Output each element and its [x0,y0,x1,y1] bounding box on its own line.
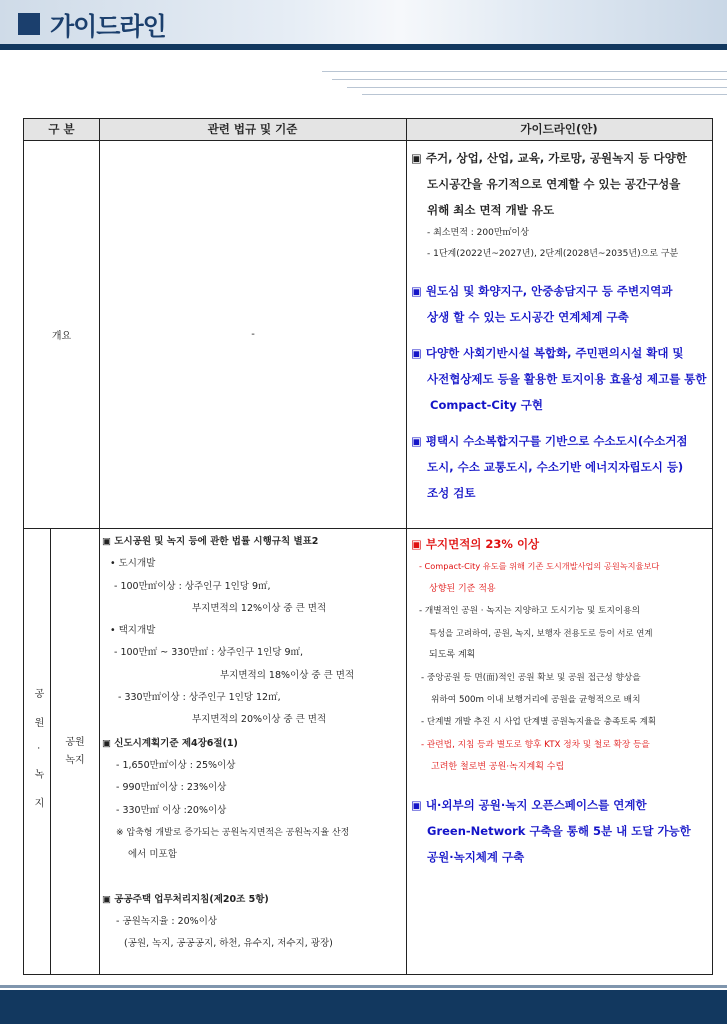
law-line: 에서 미포함 [128,849,177,861]
guideline-subtext: - 1단계(2022년~2027년), 2단계(2028년~2035년)으로 구분 [427,249,679,259]
guideline-line: 되도록 계획 [429,650,476,661]
law-line: - 100만㎡ ~ 330만㎡ : 상주인구 1인당 9㎡, [114,647,304,659]
guideline-text: ▣ 다양한 사회기반시설 복합화, 주민편의시설 확대 및 [411,346,684,360]
guideline-text: 조성 검토 [427,486,476,500]
law-overview: - [251,329,255,340]
subcategory-park-green [51,529,99,974]
law-line: 부지면적의 18%이상 중 큰 면적 [220,669,355,681]
law-line: ▣ 도시공원 및 녹지 등에 관한 법률 시행규칙 별표2 [102,536,319,547]
guideline-text: 공원·녹지체계 구축 [427,850,525,864]
guideline-text: 상생 할 수 있는 도시공간 연계체계 구축 [427,310,629,324]
guideline-subtext: - 최소면적 : 200만㎡이상 [427,228,529,238]
decorative-line [347,87,727,88]
category-char: 공 원 · 녹 지 [32,687,43,816]
decorative-line [332,79,727,80]
guideline-line: - 개별적인 공원 · 녹지는 지양하고 도시기능 및 토지이용의 [419,605,641,616]
guideline-text: ▣ 원도심 및 화양지구, 안중송담지구 등 주변지역과 [411,284,673,298]
header-law: 관련 법규 및 기준 [207,122,298,136]
page-header [0,0,727,50]
guideline-text: 도시, 수소 교통도시, 수소기반 에너지자립도시 등) [427,460,684,474]
header-stripe [0,44,727,50]
header-category: 구 분 [48,122,75,136]
guideline-text: 도시공간을 유기적으로 연계할 수 있는 공간구성을 [427,177,681,191]
footer-band [0,990,727,1024]
law-line: 부지면적의 12%이상 중 큰 면적 [192,602,327,614]
category-park-green [24,529,50,974]
law-park-green [102,531,406,956]
guideline-line: 특성을 고려하여, 공원, 녹지, 보행자 전용도로 등이 서로 연계 [429,628,653,639]
subcategory-text: 공원 [65,736,85,748]
grid-line [406,119,407,974]
guideline-table [23,118,713,975]
guideline-text: 위해 최소 면적 개발 유도 [427,203,555,217]
guideline-line: - 중앙공원 등 면(面)적인 공원 확보 및 공원 접근성 향상을 [421,672,641,683]
law-line: - 330만㎡이상 : 상주인구 1인당 12㎡, [118,692,281,704]
guideline-text: Green-Network 구축을 통해 5분 내 도달 가능한 [427,824,691,838]
guideline-text: ▣ 주거, 상업, 산업, 교육, 가로망, 공원녹지 등 다양한 [411,151,687,165]
law-line: - 1,650만㎡이상 : 25%이상 [116,759,236,771]
guideline-line: - 관련법, 지침 등과 별도로 향후 KTX 정차 및 철로 확장 등을 [421,739,650,750]
law-line: 부지면적의 20%이상 중 큰 면적 [192,714,327,726]
law-line: - 990만㎡이상 : 23%이상 [116,782,227,794]
guideline-item [411,145,711,265]
subcategory-text: 녹지 [65,754,85,766]
guideline-text: Compact-City 구현 [430,398,543,412]
grid-line [24,528,712,529]
guideline-item [411,428,711,506]
guideline-text: ▣ 평택시 수소복합지구를 기반으로 수소도시(수소거점 [411,434,688,448]
law-line: - 100만㎡이상 : 상주인구 1인당 9㎡, [114,580,271,592]
category-overview: 개요 [51,331,72,342]
guideline-line: 상향된 기준 적용 [429,583,496,594]
guideline-line: ▣ 부지면적의 23% 이상 [411,537,540,551]
law-line: (공원, 녹지, 공공공지, 하천, 유수지, 저수지, 광장) [124,938,333,950]
table-header-row [24,119,712,141]
law-line: • 택지개발 [110,625,156,637]
page-title: 가이드라인 [50,12,166,41]
header-guideline: 가이드라인(안) [520,122,598,136]
guideline-line: - 단계별 개발 추진 시 사업 단계별 공원녹지율을 충족토록 계획 [421,717,657,728]
decorative-line [362,94,727,95]
footer-line [0,985,727,988]
law-line: ▣ 공공주택 업무처리지침(제20조 5항) [102,893,269,905]
guideline-line: - Compact-City 유도를 위해 기존 도시개발사업의 공원녹지율보다 [419,561,660,572]
law-line: ▣ 신도시계획기준 제4장6절(1) [102,737,238,749]
decorative-line [322,71,727,72]
guideline-item [411,278,711,330]
law-line [102,866,406,888]
law-line: - 330만㎡ 이상 :20%이상 [116,804,227,816]
guideline-line: 고려한 철로변 공원·녹지계획 수립 [431,761,565,772]
guideline-text: ▣ 내·외부의 공원·녹지 오픈스페이스를 연계한 [411,798,647,812]
guideline-text: 사전협상제도 등을 활용한 토지이용 효율성 제고를 통한 [427,372,707,386]
title-square-icon [18,13,40,35]
guideline-item [411,340,711,418]
law-line: - 공원녹지율 : 20%이상 [116,916,218,928]
guideline-line: 위하여 500m 이내 보행거리에 공원을 균형적으로 배치 [431,695,641,706]
law-line: ※ 압축형 개발로 증가되는 공원녹지면적은 공원녹지율 산정 [116,827,350,838]
guideline-park-green [411,533,711,778]
law-line: • 도시개발 [110,558,156,570]
guideline-item [411,792,711,870]
